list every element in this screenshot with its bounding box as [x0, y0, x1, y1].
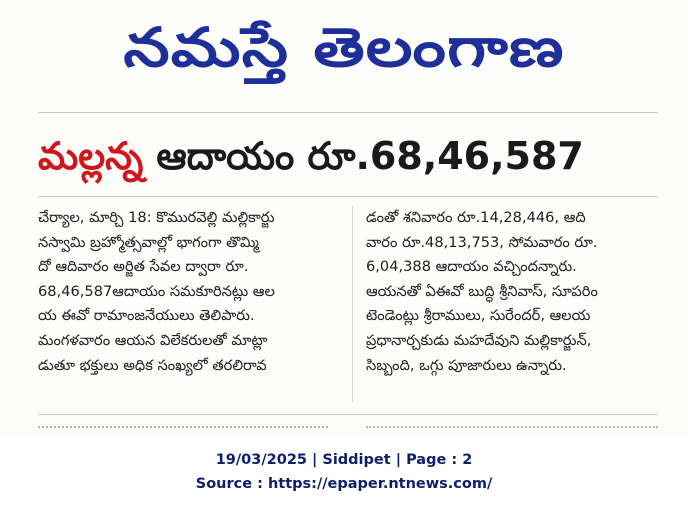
column-divider: [352, 206, 353, 402]
article-column-right: [366, 206, 660, 378]
headline-accent: మల్లన్న: [38, 134, 144, 178]
article-column-left: [38, 206, 350, 378]
article-line: ఆయనతో ఏఈవో బుద్ధి శ్రీనివాస్, సూపరిం: [366, 282, 598, 300]
article-line: మంగళవారం ఆయన విలేకరులతో మాట్లా: [38, 331, 268, 349]
article-line: 6,04,388 ఆదాయం వచ్చిందన్నారు.: [366, 258, 577, 276]
article-line: 68,46,587ఆదాయం సమకూరినట్లు ఆల: [38, 282, 275, 300]
rule-bottom: [38, 414, 658, 415]
article-line: వారం రూ.48,13,753, సోమవారం రూ.: [366, 233, 598, 251]
headline-main: ఆదాయం రూ.68,46,587: [143, 134, 584, 178]
article-headline: [38, 126, 658, 186]
footer-source: Source : https://epaper.ntnews.com/: [195, 476, 493, 492]
article-line: డంతో శనివారం రూ.14,28,446, ఆది: [366, 209, 586, 226]
newspaper-masthead: నమస్తే తెలంగాణ: [123, 16, 565, 79]
rule-under-headline: [38, 196, 658, 197]
article-line: చేర్యాల, మార్చి 18: కొమురవెల్లి మల్లికార్జు: [38, 209, 275, 226]
rule-top: [38, 112, 658, 113]
article-line: య ఈవో రామాంజనేయులు తెలిపారు.: [38, 307, 255, 325]
article-line: టెండెంట్లు శ్రీరాములు, సురేందర్, ఆలయ: [366, 307, 591, 325]
article-line: సిబ్బంది, ఒగ్గు పూజారులు ఉన్నారు.: [366, 356, 567, 374]
article-line: ప్రధానార్చకుడు మహదేవుని మల్లికార్జున్,: [366, 331, 592, 349]
article-line: నస్వామి బ్రహ్మోత్సవాల్లో భాగంగా తొమ్మి: [38, 233, 259, 251]
next-article-bleed-left: [38, 426, 328, 436]
article-line: డుతూ భక్తులు అధిక సంఖ్యలో తరలిరావ: [38, 356, 267, 374]
footer-edition-info: 19/03/2025 | Siddipet | Page : 2: [215, 452, 473, 468]
article-line: దో ఆదివారం అర్జిత సేవల ద్వారా రూ.: [38, 258, 249, 276]
next-article-bleed-right: [366, 426, 658, 436]
